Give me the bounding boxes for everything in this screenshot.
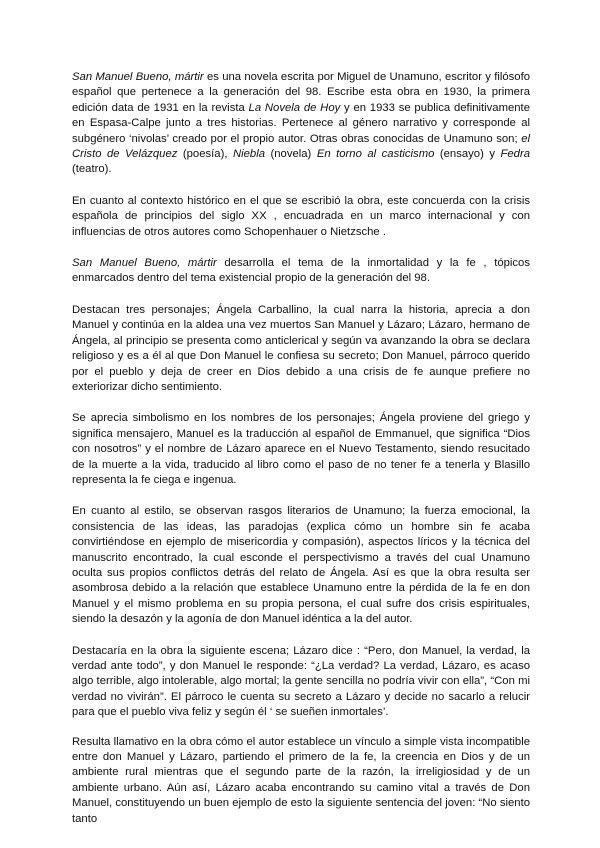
- italic-title-text: San Manuel Bueno, mártir: [72, 257, 217, 270]
- body-text: Se aprecia simbolismo en los nombres de los personajes; Ángela proviene del griego y significa mensajero, Manuel es la traducción al español de Emmanuel, que significa “Dios con nosotros” y el nombre de Lázaro aparece en el Nuevo Testamento, siendo resucitado de la muerte a la vida, traducido al libro como el paso de no tener fe a tenerla y Blasillo representa la fe ciega e ingenua.: [72, 412, 530, 486]
- body-text: es una novela escrita por Miguel de Unamuno, escritor y filósofo español que pertenece a la generación del 98. Escribe esta obra en 1930, la primera edición data de 1931 en la revista: [72, 71, 530, 114]
- italic-title-text: Niebla: [232, 148, 265, 161]
- italic-title-text: el Cristo de Velázquez: [72, 132, 530, 161]
- paragraph-themes: [72, 256, 530, 287]
- paragraph-characters: [72, 303, 530, 395]
- body-text: (poesía),: [177, 148, 233, 161]
- paragraph-intro: [72, 70, 530, 178]
- document-page: [72, 70, 530, 843]
- italic-title-text: San Manuel Bueno, mártir: [72, 71, 204, 83]
- body-text: y en 1933 se publica definitivamente en Espasa-Calpe junto a tres historias. Pertenece al género narrativo y corresponde al subgénero ‘nivolas’ creado por el propio autor. Otras obras conocidas de Unamuno son;: [72, 101, 530, 145]
- body-text: (teatro).: [72, 163, 112, 176]
- body-text: Resulta llamativo en la obra cómo el autor establece un vínculo a simple vista incompatible entre don Manuel y Lázaro, partiendo el primero de la fe, la creencia en Dios y de un ambiente rural mientras que el segundo parte de la razón, la irreligiosidad y de un ambiente urbano. Aún así, Lázaro acaba encontrando su camino vital a través de Don Manuel, constituyendo un buen ejemplo de esto la siguiente sentencia del joven: “No siento tanto: [72, 735, 530, 825]
- body-text: Destacan tres personajes; Ángela Carballino, la cual narra la historia, aprecia a don Manuel y continúa en la aldea una vez muertos San Manuel y Lázaro; Lázaro, hermano de Ángela, al principio se presenta como anticlerical y según va avanzando la obra se declara religioso y es a él al que Don Manuel le confiesa su secreto; Don Manuel, párroco querido por el pueblo y deja de creer en Dios debido a una crisis de fe aunque prefiere no exteriorizar dicho sentimiento.: [72, 303, 530, 393]
- paragraph-historical-context: [72, 194, 530, 240]
- paragraph-symbolism: [72, 411, 530, 488]
- italic-title-text: Fedra: [500, 148, 530, 161]
- body-text: desarrolla el tema de la inmortalidad y la fe , tópicos enmarcados dentro del tema existencial propio de la generación del 98.: [72, 257, 530, 285]
- italic-title-text: La Novela de Hoy: [248, 101, 341, 114]
- paragraph-relationship: [72, 735, 530, 827]
- body-text: (novela): [265, 148, 317, 161]
- body-text: (ensayo) y: [434, 148, 501, 161]
- italic-title-text: En torno al casticismo: [316, 148, 435, 161]
- body-text: En cuanto al contexto histórico en el que se escribió la obra, este concuerda con la crisis española de principios del siglo XX , encuadrada en un marco internacional y con influencias de otros autores como Schopenhauer o Nietzsche .: [72, 194, 530, 238]
- paragraph-scene: [72, 644, 530, 721]
- body-text: Destacaría en la obra la siguiente escena; Lázaro dice : “Pero, don Manuel, la verdad, la verdad ante todo”, y don Manuel le responde: “¿La verdad? La verdad, Lázaro, es acaso algo terrible, algo intolerable, algo mortal; la gente sencilla no podría vivir con ella”, “Con mi verdad no vivirán”. El párroco le cuenta su secreto a Lázaro y decide no sacarlo a relucir para que el pueblo viva feliz y según él ‘ se sueñen inmortales’.: [72, 644, 530, 719]
- body-text: En cuanto al estilo, se observan rasgos literarios de Unamuno; la fuerza emocional, la consistencia de las ideas, las paradojas (explica cómo un hombre sin fe acaba convirtiéndose en ejemplo de misericordia y compasión), aspectos líricos y la técnica del manuscrito encontrado, la cual esconde el perspectivismo a través del cual Unamuno oculta sus propios conflictos detrás del relato de Ángela. Así es que la obra resulta ser asombrosa debido a la relación que establece Unamuno entre la pérdida de la fe en don Manuel y el mismo problema en su propia persona, el cual sufre dos crisis espirituales, siendo la desazón y la agonía de don Manuel idéntica a la del autor.: [72, 505, 530, 626]
- paragraph-style: [72, 504, 530, 627]
